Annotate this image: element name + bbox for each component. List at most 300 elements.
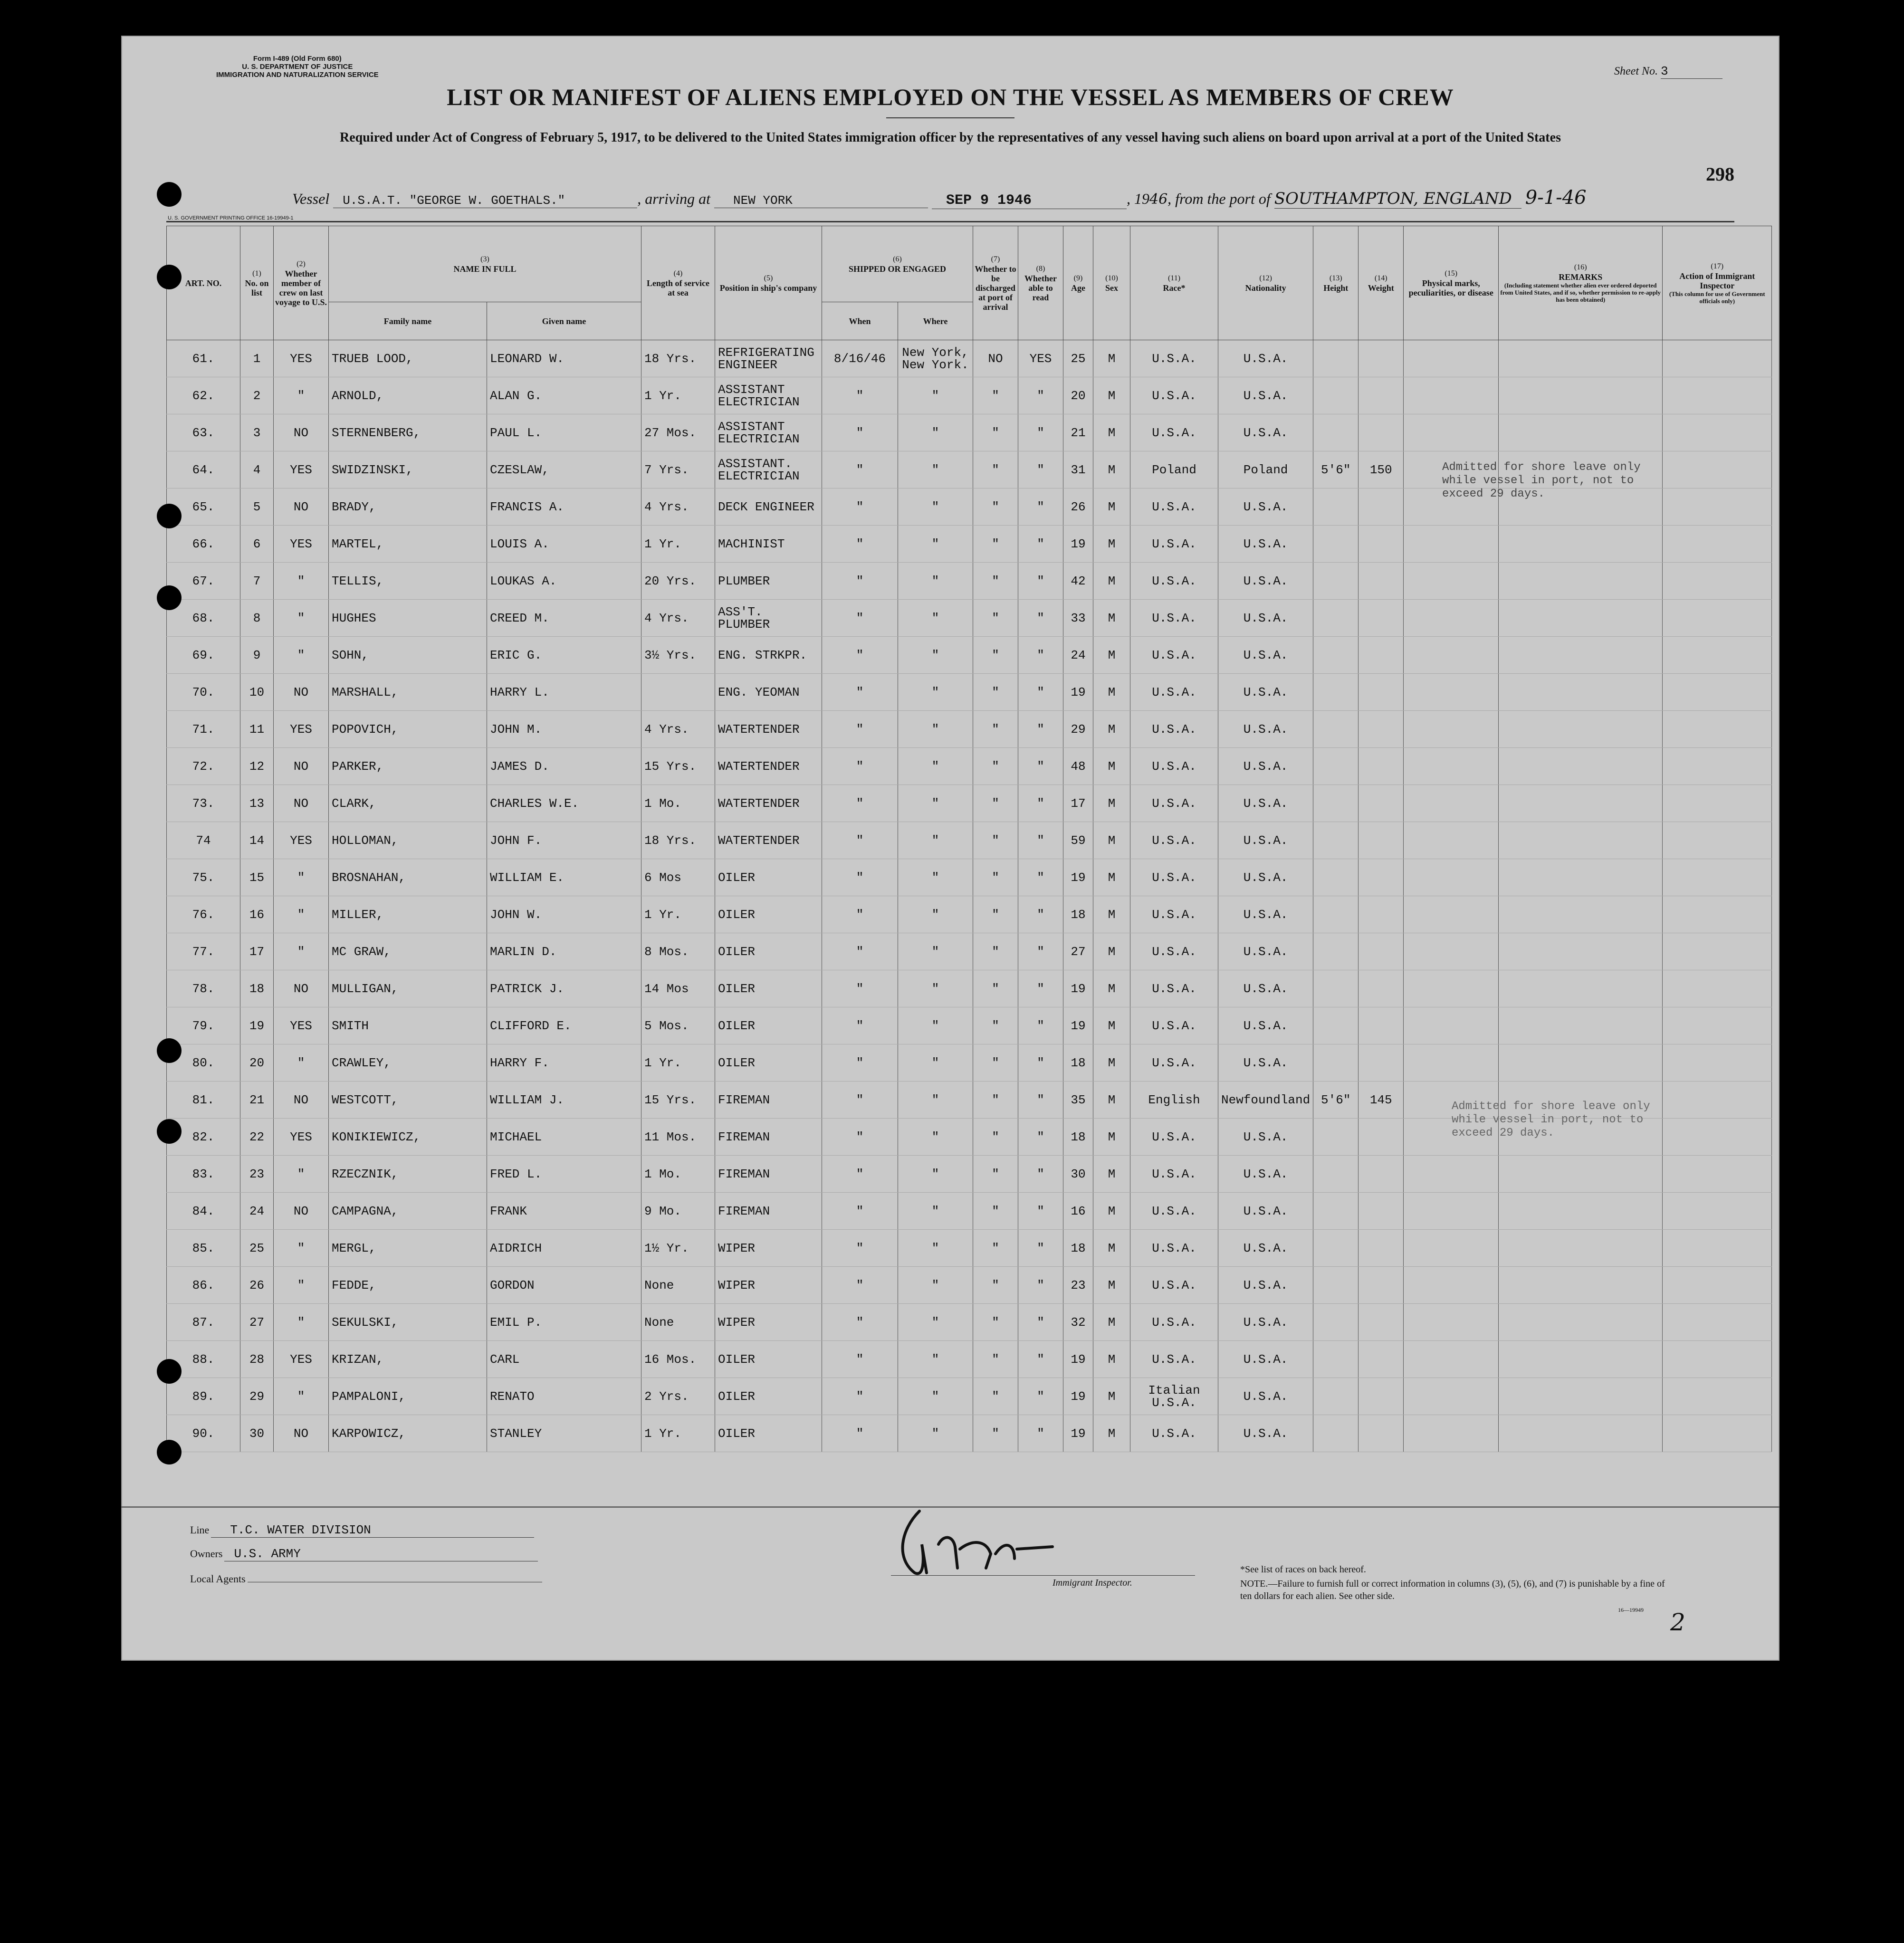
- cell-nationality: U.S.A.: [1218, 1341, 1313, 1378]
- cell-service-length: 20 Yrs.: [641, 563, 715, 600]
- cell-position: FIREMAN: [715, 1156, 822, 1193]
- cell-remarks: [1499, 637, 1663, 674]
- cell-given-name: GORDON: [487, 1267, 641, 1304]
- cell-sex: M: [1093, 1119, 1130, 1156]
- table-row: [167, 933, 1772, 970]
- cell-weight: [1359, 1230, 1404, 1267]
- cell-art-no: 84.: [167, 1193, 240, 1230]
- cell-service-length: 1 Mo.: [641, 1156, 715, 1193]
- col-inspector-action: (17) Action of Immigrant Inspector (This column for use of Government officials only): [1663, 226, 1772, 340]
- cell-height: [1313, 1378, 1359, 1415]
- cell-height: [1313, 748, 1359, 785]
- cell-race: U.S.A.: [1130, 1267, 1218, 1304]
- cell-able-to-read: ": [1018, 451, 1063, 488]
- cell-able-to-read: ": [1018, 563, 1063, 600]
- cell-able-to-read: ": [1018, 1007, 1063, 1044]
- cell-weight: [1359, 377, 1404, 414]
- local-agents-field: Local Agents: [190, 1570, 542, 1585]
- cell-height: [1313, 970, 1359, 1007]
- document-number: 298: [1706, 163, 1734, 185]
- cell-art-no: 64.: [167, 451, 240, 488]
- cell-engaged-where: ": [898, 1230, 973, 1267]
- cell-age: 18: [1063, 1119, 1093, 1156]
- cell-given-name: LOUKAS A.: [487, 563, 641, 600]
- cell-inspector-action: [1663, 785, 1772, 822]
- cell-weight: [1359, 1267, 1404, 1304]
- cell-engaged-when: ": [822, 933, 898, 970]
- remark-row-4: Admitted for shore leave only while vessel in port, not to exceed 29 days.: [1442, 461, 1641, 500]
- table-row: [167, 377, 1772, 414]
- cell-last-voyage: NO: [274, 674, 329, 711]
- cell-discharged: ": [973, 711, 1018, 748]
- cell-race: U.S.A.: [1130, 377, 1218, 414]
- cell-position: FIREMAN: [715, 1082, 822, 1119]
- cell-race: U.S.A.: [1130, 563, 1218, 600]
- cell-age: 26: [1063, 488, 1093, 526]
- cell-remarks: [1499, 1230, 1663, 1267]
- table-row: [167, 600, 1772, 637]
- cell-sex: M: [1093, 1267, 1130, 1304]
- cell-weight: [1359, 637, 1404, 674]
- cell-height: [1313, 1119, 1359, 1156]
- cell-given-name: RENATO: [487, 1378, 641, 1415]
- cell-engaged-when: ": [822, 1119, 898, 1156]
- form-identifier: Form I-489 (Old Form 680) U. S. DEPARTMENT OF JUSTICE IMMIGRATION AND NATURALIZATION SERVICE: [216, 55, 379, 79]
- cell-age: 48: [1063, 748, 1093, 785]
- cell-height: [1313, 1267, 1359, 1304]
- cell-sex: M: [1093, 414, 1130, 451]
- cell-race: U.S.A.: [1130, 711, 1218, 748]
- cell-discharged: ": [973, 563, 1018, 600]
- table-row: [167, 1304, 1772, 1341]
- cell-physical-marks: [1404, 526, 1499, 563]
- col-family-name: Family name: [329, 302, 487, 340]
- col-physical-marks: (15) Physical marks, peculiarities, or disease: [1404, 226, 1499, 340]
- cell-able-to-read: ": [1018, 1304, 1063, 1341]
- cell-position: OILER: [715, 970, 822, 1007]
- cell-engaged-where: ": [898, 1193, 973, 1230]
- cell-weight: [1359, 933, 1404, 970]
- cell-position: ASSISTANT ELECTRICIAN: [715, 414, 822, 451]
- cell-engaged-when: ": [822, 1341, 898, 1378]
- cell-family-name: MILLER,: [329, 896, 487, 933]
- cell-position: ASS'T. PLUMBER: [715, 600, 822, 637]
- arrival-year: 46: [1149, 191, 1168, 208]
- cell-able-to-read: ": [1018, 933, 1063, 970]
- cell-sex: M: [1093, 637, 1130, 674]
- cell-last-voyage: NO: [274, 1193, 329, 1230]
- cell-able-to-read: ": [1018, 414, 1063, 451]
- cell-discharged: ": [973, 526, 1018, 563]
- cell-given-name: CZESLAW,: [487, 451, 641, 488]
- cell-race: U.S.A.: [1130, 340, 1218, 377]
- cell-family-name: CRAWLEY,: [329, 1044, 487, 1082]
- cell-weight: [1359, 340, 1404, 377]
- cell-race: U.S.A.: [1130, 970, 1218, 1007]
- cell-weight: 145: [1359, 1082, 1404, 1119]
- cell-height: [1313, 1044, 1359, 1082]
- cell-height: [1313, 933, 1359, 970]
- cell-last-voyage: NO: [274, 970, 329, 1007]
- cell-service-length: 27 Mos.: [641, 414, 715, 451]
- cell-engaged-where: ": [898, 563, 973, 600]
- cell-position: OILER: [715, 1341, 822, 1378]
- cell-age: 42: [1063, 563, 1093, 600]
- col-discharged: (7) Whether to be discharged at port of arrival: [973, 226, 1018, 340]
- cell-service-length: 15 Yrs.: [641, 1082, 715, 1119]
- cell-inspector-action: [1663, 822, 1772, 859]
- cell-last-voyage: ": [274, 1304, 329, 1341]
- cell-remarks: [1499, 1304, 1663, 1341]
- arrival-port: NEW YORK: [714, 193, 928, 208]
- cell-able-to-read: ": [1018, 1267, 1063, 1304]
- cell-position: WATERTENDER: [715, 822, 822, 859]
- cell-discharged: ": [973, 970, 1018, 1007]
- cell-sex: M: [1093, 1082, 1130, 1119]
- cell-inspector-action: [1663, 340, 1772, 377]
- cell-given-name: CHARLES W.E.: [487, 785, 641, 822]
- cell-family-name: ARNOLD,: [329, 377, 487, 414]
- departure-date: 9-1-46: [1525, 187, 1587, 209]
- table-row: [167, 1230, 1772, 1267]
- cell-inspector-action: [1663, 1193, 1772, 1230]
- punch-hole: [157, 1119, 182, 1144]
- cell-position: PLUMBER: [715, 563, 822, 600]
- cell-nationality: U.S.A.: [1218, 526, 1313, 563]
- cell-list-no: 20: [240, 1044, 274, 1082]
- cell-last-voyage: YES: [274, 340, 329, 377]
- cell-service-length: None: [641, 1304, 715, 1341]
- cell-last-voyage: ": [274, 896, 329, 933]
- cell-physical-marks: [1404, 1007, 1499, 1044]
- cell-remarks: [1499, 1341, 1663, 1378]
- cell-height: [1313, 488, 1359, 526]
- cell-discharged: ": [973, 933, 1018, 970]
- cell-able-to-read: ": [1018, 526, 1063, 563]
- cell-inspector-action: [1663, 1007, 1772, 1044]
- cell-nationality: U.S.A.: [1218, 785, 1313, 822]
- col-position: (5) Position in ship's company: [715, 226, 822, 340]
- cell-able-to-read: ": [1018, 896, 1063, 933]
- cell-nationality: U.S.A.: [1218, 1193, 1313, 1230]
- crew-manifest-table: [166, 226, 1772, 1452]
- cell-engaged-where: ": [898, 1267, 973, 1304]
- cell-art-no: 81.: [167, 1082, 240, 1119]
- cell-art-no: 89.: [167, 1378, 240, 1415]
- cell-nationality: U.S.A.: [1218, 1378, 1313, 1415]
- cell-inspector-action: [1663, 451, 1772, 488]
- cell-nationality: U.S.A.: [1218, 1119, 1313, 1156]
- cell-last-voyage: YES: [274, 1341, 329, 1378]
- cell-engaged-when: ": [822, 1378, 898, 1415]
- cell-inspector-action: [1663, 1267, 1772, 1304]
- cell-service-length: 8 Mos.: [641, 933, 715, 970]
- cell-remarks: [1499, 340, 1663, 377]
- cell-list-no: 17: [240, 933, 274, 970]
- table-row: [167, 1193, 1772, 1230]
- cell-race: U.S.A.: [1130, 674, 1218, 711]
- table-row: [167, 859, 1772, 896]
- cell-height: [1313, 637, 1359, 674]
- table-row: [167, 637, 1772, 674]
- cell-service-length: 3½ Yrs.: [641, 637, 715, 674]
- cell-list-no: 29: [240, 1378, 274, 1415]
- cell-able-to-read: ": [1018, 1415, 1063, 1452]
- table-row: [167, 822, 1772, 859]
- cell-engaged-where: ": [898, 451, 973, 488]
- cell-engaged-where: ": [898, 1007, 973, 1044]
- cell-physical-marks: [1404, 1044, 1499, 1082]
- cell-art-no: 65.: [167, 488, 240, 526]
- arrival-date-stamp: SEP 9 1946: [932, 192, 1127, 209]
- cell-engaged-where: ": [898, 674, 973, 711]
- cell-age: 18: [1063, 1044, 1093, 1082]
- cell-engaged-where: ": [898, 414, 973, 451]
- cell-able-to-read: ": [1018, 1378, 1063, 1415]
- cell-race: U.S.A.: [1130, 859, 1218, 896]
- col-name-in-full: (3) NAME IN FULL: [329, 226, 641, 302]
- cell-list-no: 19: [240, 1007, 274, 1044]
- cell-race: U.S.A.: [1130, 896, 1218, 933]
- col-nationality: (12) Nationality: [1218, 226, 1313, 340]
- subtitle: Required under Act of Congress of February 5, 1917, to be delivered to the United States immigration officer by the representatives of any vessel having such aliens on board upon arrival at a port of the United States: [340, 130, 1561, 145]
- cell-height: [1313, 896, 1359, 933]
- cell-position: ASSISTANT ELECTRICIAN: [715, 377, 822, 414]
- cell-inspector-action: [1663, 859, 1772, 896]
- owners-value: U.S. ARMY: [224, 1547, 538, 1561]
- cell-inspector-action: [1663, 1341, 1772, 1378]
- table-row: [167, 1267, 1772, 1304]
- cell-nationality: U.S.A.: [1218, 1230, 1313, 1267]
- cell-art-no: 87.: [167, 1304, 240, 1341]
- cell-sex: M: [1093, 674, 1130, 711]
- cell-family-name: KARPOWICZ,: [329, 1415, 487, 1452]
- cell-inspector-action: [1663, 1304, 1772, 1341]
- cell-discharged: ": [973, 674, 1018, 711]
- cell-engaged-where: ": [898, 526, 973, 563]
- cell-family-name: KONIKIEWICZ,: [329, 1119, 487, 1156]
- cell-given-name: CARL: [487, 1341, 641, 1378]
- cell-last-voyage: YES: [274, 451, 329, 488]
- cell-able-to-read: ": [1018, 674, 1063, 711]
- cell-discharged: ": [973, 1044, 1018, 1082]
- cell-weight: [1359, 1415, 1404, 1452]
- cell-list-no: 12: [240, 748, 274, 785]
- cell-family-name: SOHN,: [329, 637, 487, 674]
- cell-sex: M: [1093, 822, 1130, 859]
- col-length-of-service: (4) Length of service at sea: [641, 226, 715, 340]
- cell-service-length: [641, 674, 715, 711]
- cell-given-name: CREED M.: [487, 600, 641, 637]
- cell-remarks: [1499, 414, 1663, 451]
- cell-given-name: FRANK: [487, 1193, 641, 1230]
- cell-weight: [1359, 674, 1404, 711]
- cell-race: English: [1130, 1082, 1218, 1119]
- cell-sex: M: [1093, 1193, 1130, 1230]
- cell-art-no: 86.: [167, 1267, 240, 1304]
- cell-engaged-when: ": [822, 711, 898, 748]
- cell-physical-marks: [1404, 711, 1499, 748]
- punch-hole: [157, 182, 182, 207]
- col-race: (11) Race*: [1130, 226, 1218, 340]
- cell-list-no: 11: [240, 711, 274, 748]
- cell-race: U.S.A.: [1130, 1156, 1218, 1193]
- cell-nationality: U.S.A.: [1218, 970, 1313, 1007]
- cell-physical-marks: [1404, 340, 1499, 377]
- cell-sex: M: [1093, 340, 1130, 377]
- cell-engaged-where: ": [898, 785, 973, 822]
- cell-engaged-when: ": [822, 488, 898, 526]
- cell-engaged-where: ": [898, 970, 973, 1007]
- inspector-signature: [843, 1502, 1129, 1587]
- vessel-name: U.S.A.T. "GEORGE W. GOETHALS.": [333, 193, 637, 208]
- cell-nationality: U.S.A.: [1218, 377, 1313, 414]
- punch-hole: [157, 504, 182, 528]
- cell-list-no: 18: [240, 970, 274, 1007]
- header-rule: [166, 221, 1734, 222]
- cell-inspector-action: [1663, 1082, 1772, 1119]
- cell-position: ENG. YEOMAN: [715, 674, 822, 711]
- cell-weight: [1359, 822, 1404, 859]
- cell-engaged-when: ": [822, 1193, 898, 1230]
- cell-family-name: TRUEB LOOD,: [329, 340, 487, 377]
- cell-inspector-action: [1663, 674, 1772, 711]
- cell-engaged-where: ": [898, 748, 973, 785]
- cell-art-no: 90.: [167, 1415, 240, 1452]
- cell-height: [1313, 340, 1359, 377]
- cell-last-voyage: ": [274, 1230, 329, 1267]
- cell-service-length: 1 Yr.: [641, 1044, 715, 1082]
- cell-physical-marks: [1404, 1341, 1499, 1378]
- cell-age: 20: [1063, 377, 1093, 414]
- col-remarks: (16) REMARKS (Including statement whether alien ever ordered deported from United States, and if so, whether permission to re-apply has been obtained): [1499, 226, 1663, 340]
- cell-race: U.S.A.: [1130, 526, 1218, 563]
- cell-last-voyage: YES: [274, 711, 329, 748]
- cell-engaged-when: ": [822, 637, 898, 674]
- cell-family-name: TELLIS,: [329, 563, 487, 600]
- cell-remarks: [1499, 1044, 1663, 1082]
- cell-last-voyage: YES: [274, 822, 329, 859]
- cell-engaged-where: ": [898, 377, 973, 414]
- cell-inspector-action: [1663, 1156, 1772, 1193]
- cell-nationality: U.S.A.: [1218, 1304, 1313, 1341]
- cell-physical-marks: [1404, 859, 1499, 896]
- cell-discharged: ": [973, 377, 1018, 414]
- cell-position: OILER: [715, 859, 822, 896]
- cell-discharged: ": [973, 637, 1018, 674]
- cell-race: U.S.A.: [1130, 1415, 1218, 1452]
- cell-height: [1313, 859, 1359, 896]
- cell-discharged: ": [973, 600, 1018, 637]
- cell-inspector-action: [1663, 600, 1772, 637]
- cell-remarks: [1499, 896, 1663, 933]
- punch-hole: [157, 1359, 182, 1384]
- penalty-note: NOTE.—Failure to furnish full or correct information in columns (3), (5), (6), and (7) is punishable by a fine of ten dollars for each alien. See other side.: [1240, 1579, 1665, 1601]
- cell-remarks: [1499, 711, 1663, 748]
- cell-inspector-action: [1663, 933, 1772, 970]
- cell-list-no: 3: [240, 414, 274, 451]
- col-height: (13) Height: [1313, 226, 1359, 340]
- cell-race: U.S.A.: [1130, 488, 1218, 526]
- table-row: [167, 711, 1772, 748]
- cell-height: [1313, 785, 1359, 822]
- cell-weight: [1359, 600, 1404, 637]
- cell-inspector-action: [1663, 1415, 1772, 1452]
- cell-able-to-read: ": [1018, 711, 1063, 748]
- cell-list-no: 6: [240, 526, 274, 563]
- cell-family-name: KRIZAN,: [329, 1341, 487, 1378]
- cell-nationality: U.S.A.: [1218, 896, 1313, 933]
- cell-given-name: MARLIN D.: [487, 933, 641, 970]
- cell-position: OILER: [715, 1415, 822, 1452]
- cell-age: 33: [1063, 600, 1093, 637]
- cell-position: OILER: [715, 896, 822, 933]
- cell-position: WIPER: [715, 1230, 822, 1267]
- cell-sex: M: [1093, 748, 1130, 785]
- cell-sex: M: [1093, 1341, 1130, 1378]
- cell-service-length: 4 Yrs.: [641, 488, 715, 526]
- cell-nationality: U.S.A.: [1218, 1007, 1313, 1044]
- cell-weight: [1359, 1378, 1404, 1415]
- cell-discharged: ": [973, 1304, 1018, 1341]
- col-sex: (10) Sex: [1093, 226, 1130, 340]
- cell-nationality: U.S.A.: [1218, 711, 1313, 748]
- cell-inspector-action: [1663, 637, 1772, 674]
- cell-position: WIPER: [715, 1304, 822, 1341]
- cell-weight: [1359, 748, 1404, 785]
- cell-discharged: ": [973, 1156, 1018, 1193]
- cell-art-no: 68.: [167, 600, 240, 637]
- page-mark: 2: [1670, 1608, 1685, 1636]
- cell-given-name: HARRY L.: [487, 674, 641, 711]
- cell-position: WATERTENDER: [715, 748, 822, 785]
- cell-sex: M: [1093, 377, 1130, 414]
- cell-race: U.S.A.: [1130, 933, 1218, 970]
- cell-nationality: U.S.A.: [1218, 637, 1313, 674]
- cell-position: DECK ENGINEER: [715, 488, 822, 526]
- cell-art-no: 83.: [167, 1156, 240, 1193]
- cell-discharged: ": [973, 748, 1018, 785]
- cell-sex: M: [1093, 563, 1130, 600]
- cell-nationality: U.S.A.: [1218, 488, 1313, 526]
- cell-physical-marks: [1404, 822, 1499, 859]
- cell-given-name: JAMES D.: [487, 748, 641, 785]
- cell-position: OILER: [715, 1007, 822, 1044]
- cell-family-name: SEKULSKI,: [329, 1304, 487, 1341]
- cell-able-to-read: ": [1018, 377, 1063, 414]
- cell-position: MACHINIST: [715, 526, 822, 563]
- cell-age: 18: [1063, 1230, 1093, 1267]
- cell-last-voyage: YES: [274, 1007, 329, 1044]
- cell-service-length: 1 Mo.: [641, 785, 715, 822]
- cell-engaged-where: ": [898, 1156, 973, 1193]
- cell-race: U.S.A.: [1130, 1230, 1218, 1267]
- cell-given-name: FRED L.: [487, 1156, 641, 1193]
- cell-discharged: ": [973, 1267, 1018, 1304]
- table-row: [167, 1156, 1772, 1193]
- cell-service-length: 5 Mos.: [641, 1007, 715, 1044]
- cell-height: [1313, 600, 1359, 637]
- cell-engaged-when: ": [822, 859, 898, 896]
- cell-art-no: 77.: [167, 933, 240, 970]
- cell-race: U.S.A.: [1130, 1341, 1218, 1378]
- page-title: LIST OR MANIFEST OF ALIENS EMPLOYED ON THE VESSEL AS MEMBERS OF CREW: [447, 84, 1454, 110]
- cell-position: WIPER: [715, 1267, 822, 1304]
- cell-weight: [1359, 896, 1404, 933]
- cell-service-length: 4 Yrs.: [641, 711, 715, 748]
- punch-hole: [157, 1038, 182, 1063]
- cell-service-length: 1 Yr.: [641, 1415, 715, 1452]
